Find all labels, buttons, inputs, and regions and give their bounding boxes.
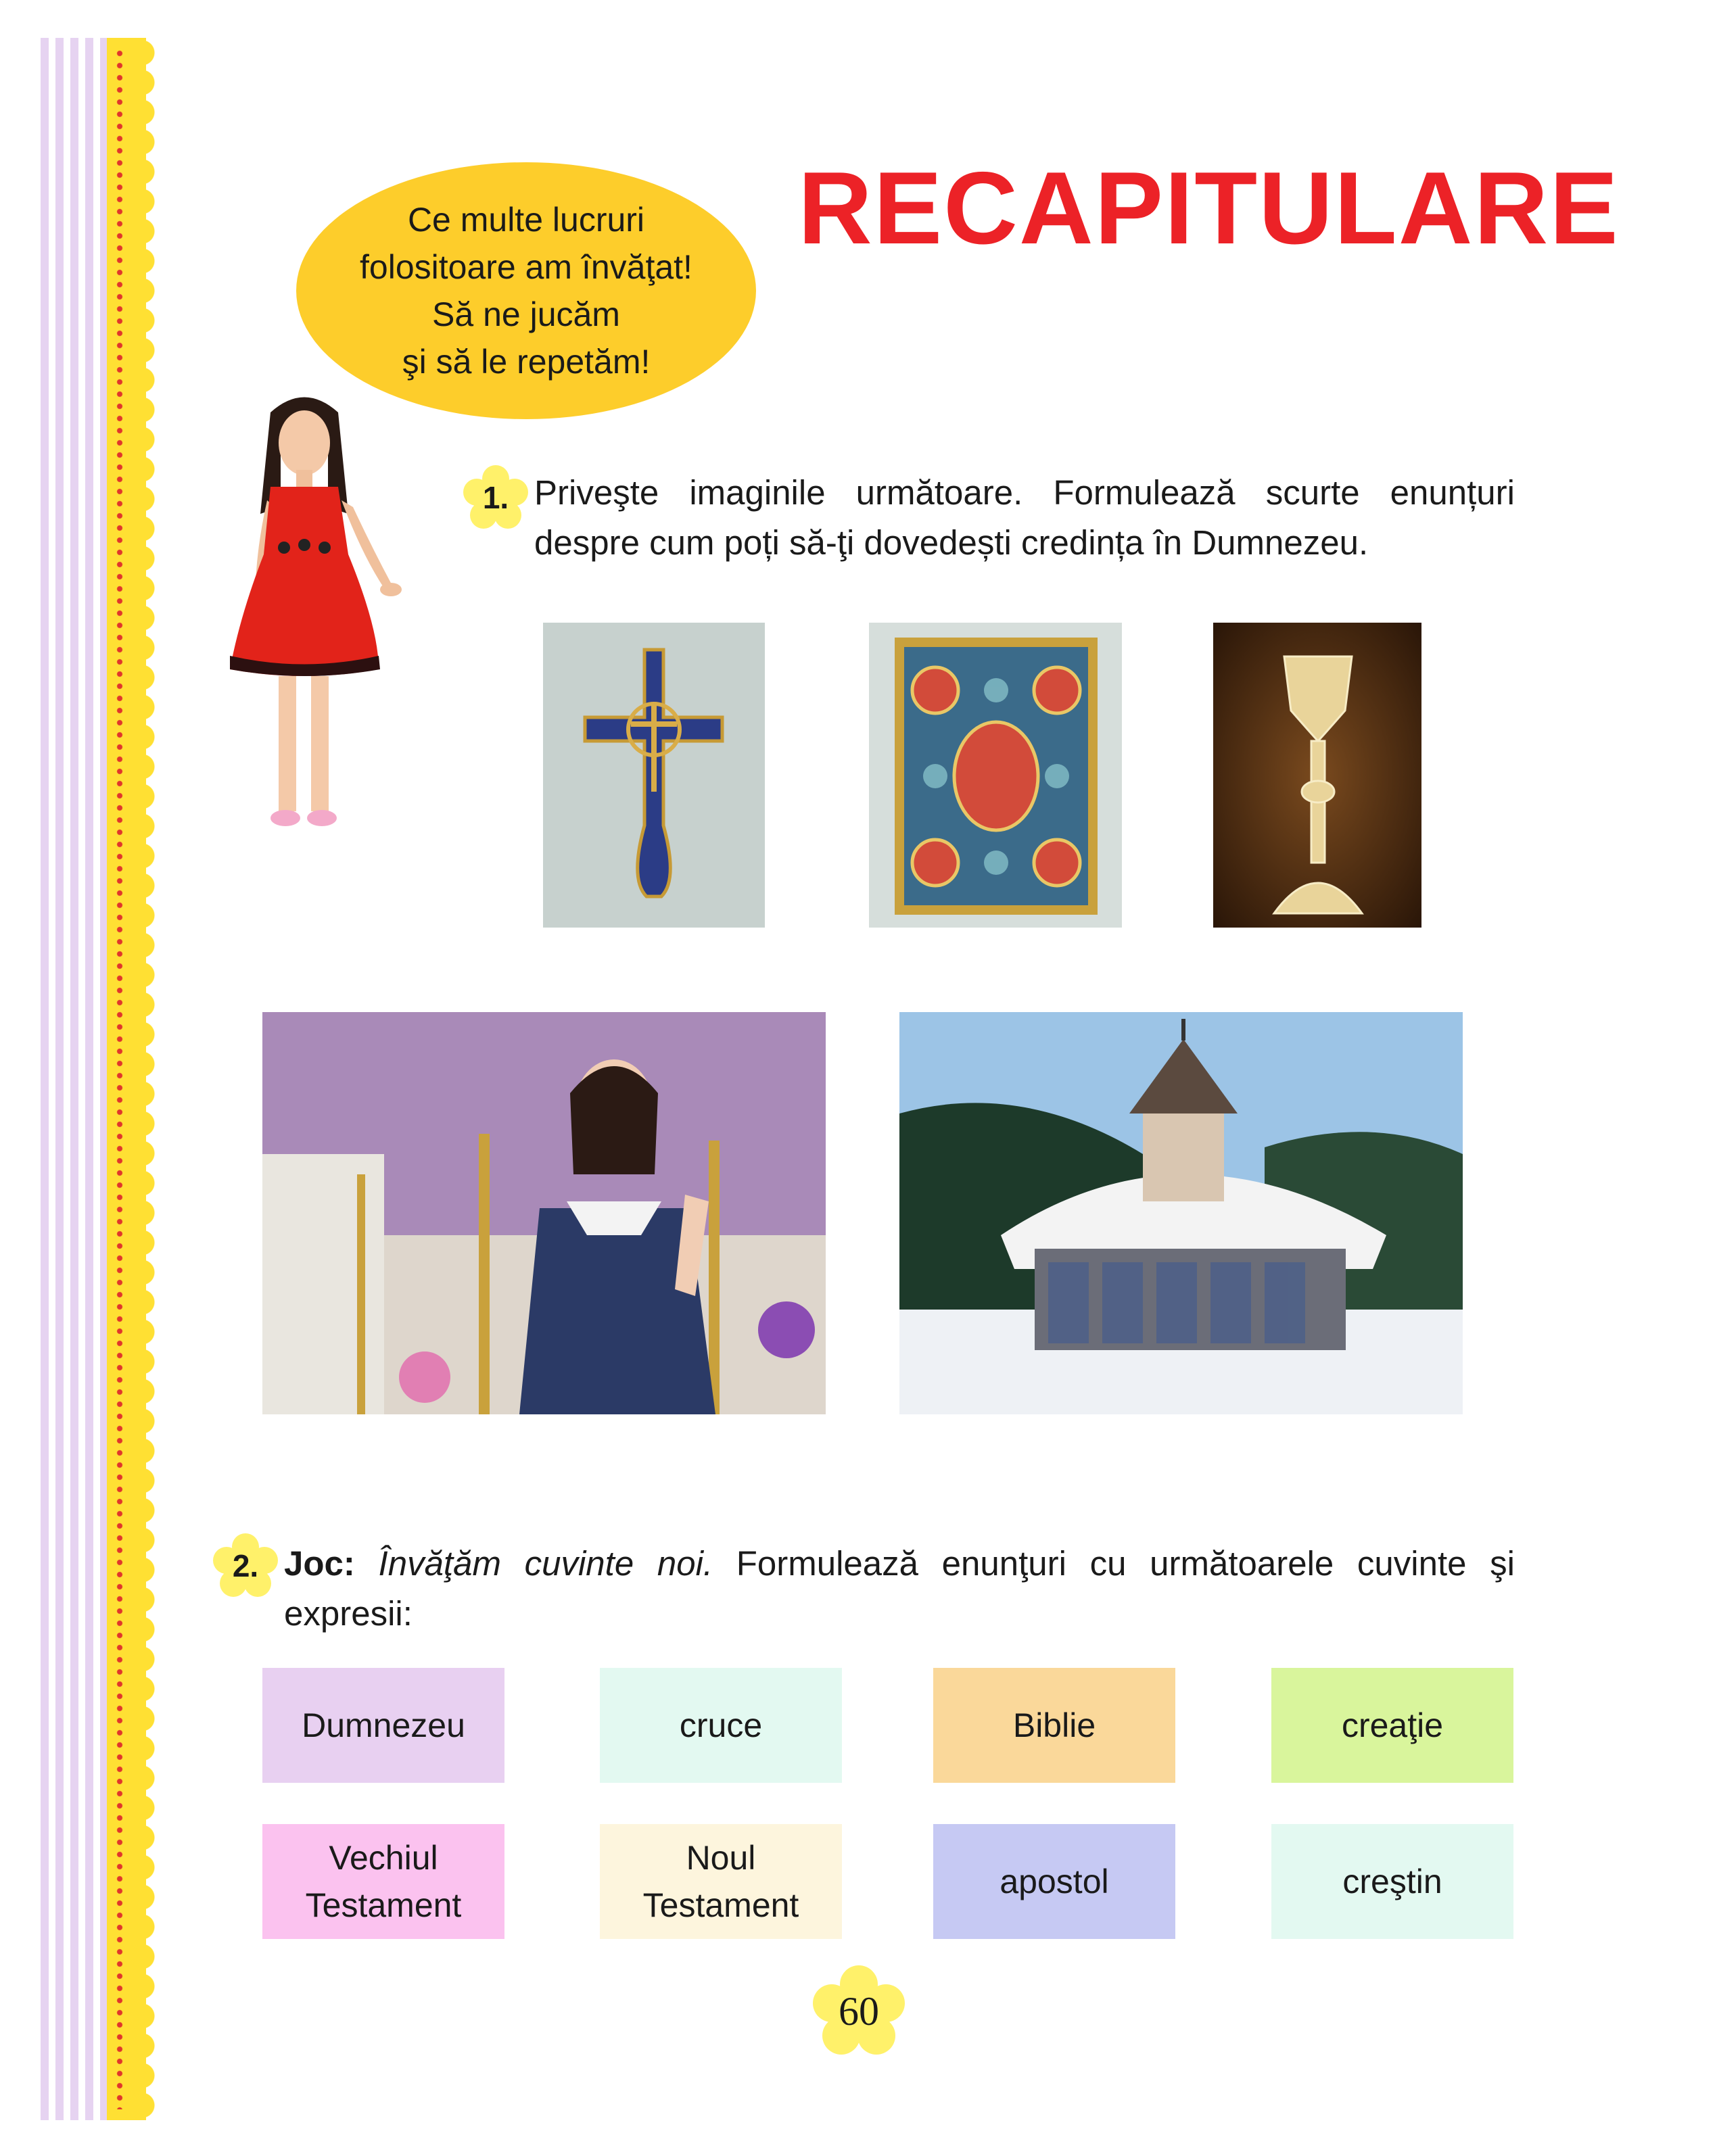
- word-text: apostol: [999, 1863, 1109, 1900]
- word-text: Testament: [305, 1886, 462, 1924]
- word-card-creatie: [1271, 1668, 1513, 1783]
- word-card-noul-testament: [600, 1824, 842, 1939]
- word-text: Noul: [686, 1839, 756, 1877]
- exercise-1-line: Priveşte imaginile următoare. Formulează scurte enunțuri: [534, 473, 1515, 512]
- word-card-biblie: [933, 1668, 1175, 1783]
- church-photo: [899, 1012, 1463, 1414]
- word-text: Testament: [642, 1886, 799, 1924]
- exercise-2-instruction-cont: expresii:: [284, 1594, 413, 1633]
- word-text: creştin: [1342, 1863, 1442, 1900]
- girl-praying-photo: [262, 1012, 826, 1414]
- word-card-dumnezeu: [262, 1668, 504, 1783]
- left-border-stripes: [41, 38, 116, 2120]
- speech-bubble: [296, 162, 756, 419]
- girl-illustration: [203, 385, 406, 845]
- exercise-1-number: 1.: [482, 480, 509, 515]
- exercise-2-title: Învăţăm cuvinte noi.: [378, 1544, 713, 1583]
- speech-bubble-text: [323, 196, 729, 385]
- exercise-2-text: [284, 1539, 1515, 1639]
- chalice-photo: [1213, 623, 1421, 928]
- page-number-text: 60: [839, 1989, 879, 2034]
- exercise-2-badge: [213, 1533, 278, 1598]
- speech-line: Ce multe lucruri: [407, 201, 645, 239]
- word-text: Vechiul: [329, 1839, 438, 1877]
- page-number: [812, 1964, 906, 2059]
- speech-line: şi să le repetăm!: [402, 343, 651, 381]
- speech-line: Să ne jucăm: [432, 295, 620, 333]
- bible-photo: [869, 623, 1122, 928]
- word-text: Biblie: [1012, 1706, 1096, 1744]
- left-border-scallop: [142, 38, 160, 2120]
- word-text: creaţie: [1341, 1706, 1444, 1744]
- word-text: cruce: [679, 1706, 763, 1744]
- page-title: RECAPITULARE: [798, 151, 1620, 266]
- word-text: Dumnezeu: [302, 1706, 465, 1744]
- exercise-1-badge: [463, 465, 528, 530]
- exercise-1-line: despre cum poți să-ţi dovedești credința în Dumnezeu.: [534, 523, 1369, 562]
- speech-line: folositoare am învăţat!: [360, 248, 692, 286]
- word-card-cruce: [600, 1668, 842, 1783]
- word-card-crestin: [1271, 1824, 1513, 1939]
- exercise-2-number: 2.: [232, 1548, 259, 1583]
- cross-photo: [543, 623, 765, 928]
- exercise-1-text: [534, 468, 1515, 568]
- left-border-yellow-band: [107, 38, 146, 2120]
- exercise-2-label: Joc:: [284, 1544, 355, 1583]
- word-card-apostol: [933, 1824, 1175, 1939]
- word-card-vechiul-testament: [262, 1824, 504, 1939]
- left-border-dots: [116, 47, 123, 2109]
- exercise-2-instruction: Formulează enunţuri cu următoarele cuvinte şi: [736, 1544, 1515, 1583]
